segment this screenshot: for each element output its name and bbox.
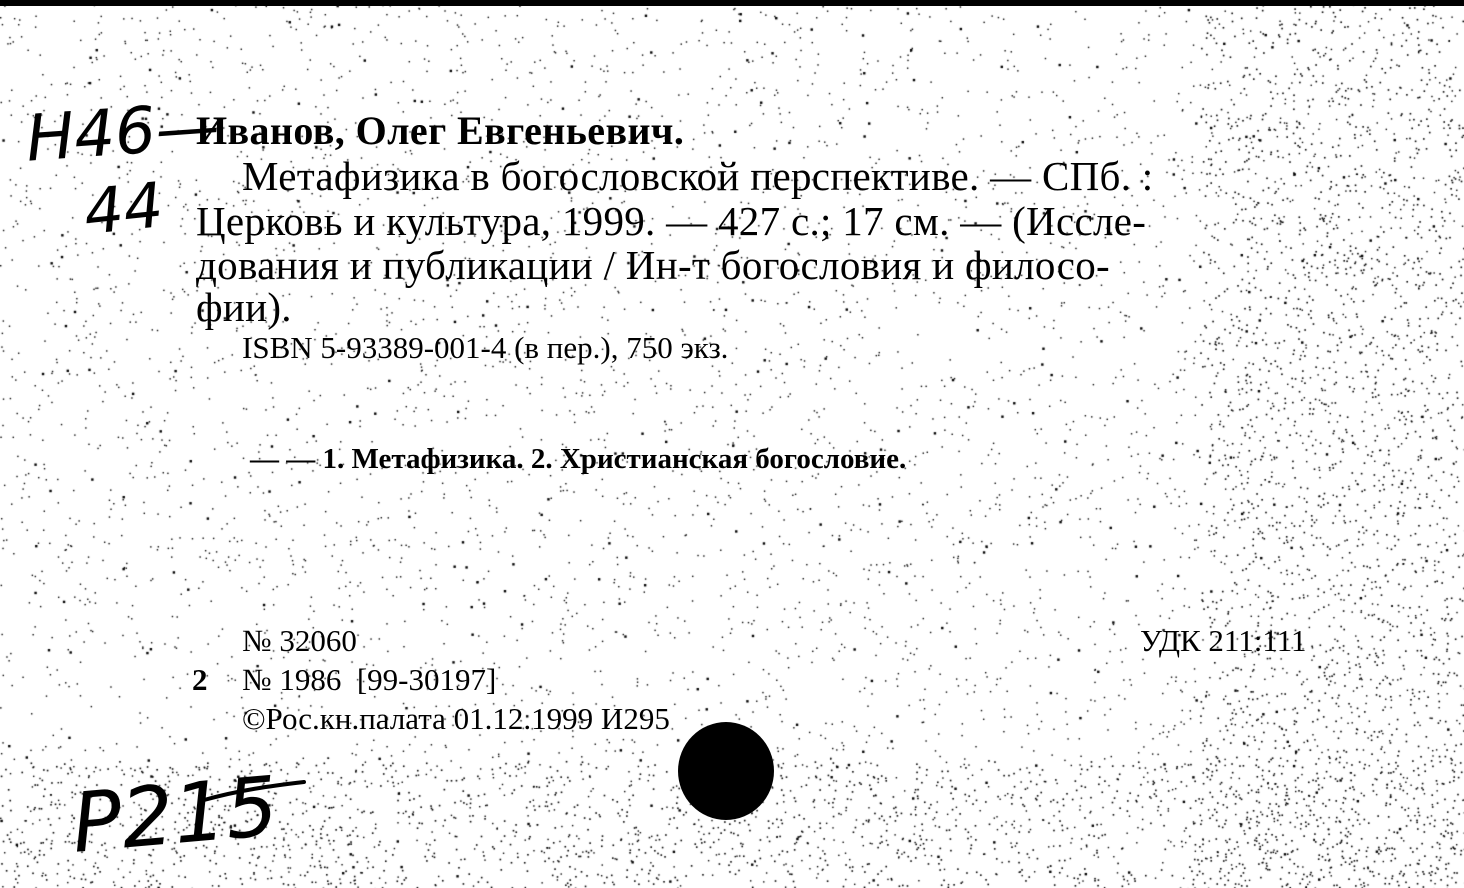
handwritten-underline: [200, 776, 310, 806]
description-line-4: фии).: [196, 284, 292, 330]
description-line-3: дования и публикации / Ин-т богословия и филосо-: [196, 242, 1110, 288]
description-line-2: Церковь и культура, 1999. — 427 с.; 17 см. — (Иссле-: [196, 198, 1147, 244]
record-number-1: № 32060: [242, 623, 357, 658]
copies-count: 2: [192, 662, 208, 697]
handwritten-shelfmark-top: Н46—: [23, 89, 222, 177]
description-line-1: Метафизика в богословской перспективе. — СПб. :: [242, 153, 1154, 199]
handwritten-shelfmark-bottom: 44: [80, 168, 167, 249]
card-top-edge: [0, 0, 1464, 6]
record-number-2: № 1986 [99-30197]: [242, 662, 497, 697]
subject-headings: — — 1. Метафизика. 2. Христианская богословие.: [250, 443, 907, 475]
isbn-line: ISBN 5-93389-001-4 (в пер.), 750 экз.: [242, 330, 729, 365]
punched-hole: [678, 722, 774, 820]
author-heading: Иванов, Олег Евгеньевич.: [196, 108, 685, 153]
copyright-line: ©Рос.кн.палата 01.12.1999 И295: [242, 701, 670, 736]
udc-classification: УДК 211:111: [1140, 623, 1307, 658]
handwritten-bottom-code: Р215: [68, 759, 282, 872]
